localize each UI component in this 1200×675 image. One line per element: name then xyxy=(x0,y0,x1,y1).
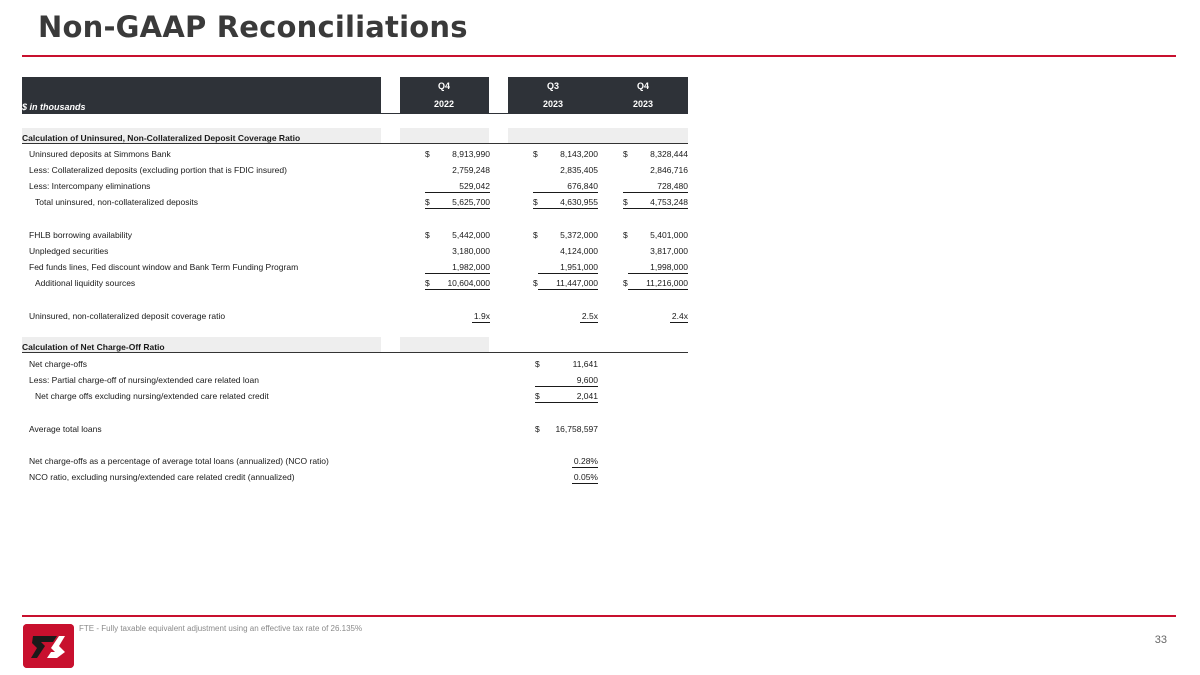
section1-value: 8,328,444 xyxy=(650,149,688,159)
section1-value: 11,216,000 xyxy=(646,278,688,288)
value-underline xyxy=(425,208,490,209)
col-quarter-3: Q4 xyxy=(636,81,649,91)
value-underline xyxy=(425,192,490,193)
value-underline xyxy=(580,322,598,323)
section2-value: 0.28% xyxy=(573,456,598,466)
value-underline xyxy=(425,289,490,290)
section1-row-label: Fed funds lines, Fed discount window and Bank Term Funding Program xyxy=(29,262,299,272)
section1-value: 676,840 xyxy=(567,181,598,191)
section2-shade-col1 xyxy=(400,337,489,352)
value-underline xyxy=(572,467,598,468)
company-logo xyxy=(23,624,74,668)
section2-value: 9,600 xyxy=(576,375,598,385)
section1-value: 8,143,200 xyxy=(560,149,598,159)
section1-row-label: Additional liquidity sources xyxy=(35,278,136,288)
section2-row-label: Net charge offs excluding nursing/extended care related credit xyxy=(35,391,269,401)
section1-value: 5,372,000 xyxy=(560,230,598,240)
section2-value: 2,041 xyxy=(576,391,598,401)
col-quarter-1: Q4 xyxy=(437,81,450,91)
section1-value: 1,982,000 xyxy=(452,262,490,272)
units-label: $ in thousands xyxy=(22,102,86,112)
section1-row-label: FHLB borrowing availability xyxy=(29,230,132,240)
title-divider xyxy=(22,55,1176,57)
dollar-sign: $ xyxy=(425,149,430,159)
section1-underline xyxy=(22,143,688,144)
section2-underline xyxy=(22,352,688,353)
section1-row-label: Uninsured, non-collateralized deposit coverage ratio xyxy=(29,311,226,321)
value-underline xyxy=(425,273,490,274)
section2-row-label: Less: Partial charge-off of nursing/extended care related loan xyxy=(29,375,259,385)
section1-value: 3,817,000 xyxy=(650,246,688,256)
section2-value: 11,641 xyxy=(572,359,598,369)
col-quarter-2: Q3 xyxy=(546,81,559,91)
section1-value: 5,625,700 xyxy=(452,197,490,207)
dollar-sign: $ xyxy=(533,278,538,288)
dollar-sign: $ xyxy=(533,149,538,159)
col-year-1: 2022 xyxy=(433,99,455,109)
value-underline xyxy=(533,192,598,193)
col-year-2: 2023 xyxy=(542,99,564,109)
section1-value: 1.9x xyxy=(473,311,490,321)
section2-row-label: NCO ratio, excluding nursing/extended care related credit (annualized) xyxy=(29,472,295,482)
value-underline xyxy=(670,322,688,323)
section1-value: 8,913,990 xyxy=(452,149,490,159)
dollar-sign: $ xyxy=(535,424,540,434)
value-underline xyxy=(538,273,598,274)
section1-value: 2.4x xyxy=(671,311,688,321)
section1-value: 5,442,000 xyxy=(452,230,490,240)
value-underline xyxy=(623,208,688,209)
dollar-sign: $ xyxy=(623,149,628,159)
page-number: 33 xyxy=(1154,634,1167,646)
section1-row-label: Uninsured deposits at Simmons Bank xyxy=(29,149,171,159)
section1-value: 2.5x xyxy=(581,311,598,321)
value-underline xyxy=(472,322,490,323)
section1-value: 3,180,000 xyxy=(452,246,490,256)
dollar-sign: $ xyxy=(425,230,430,240)
section1-value: 728,480 xyxy=(657,181,688,191)
section1-row-label: Total uninsured, non-collateralized deposits xyxy=(35,197,199,207)
section1-value: 10,604,000 xyxy=(447,278,490,288)
section2-row-label: Net charge-offs xyxy=(29,359,87,369)
value-underline xyxy=(535,386,598,387)
page-title: Non-GAAP Reconciliations xyxy=(38,10,468,44)
value-underline xyxy=(535,402,598,403)
value-underline xyxy=(533,208,598,209)
section1-value: 2,835,405 xyxy=(560,165,598,175)
section1-shade-col23 xyxy=(508,128,688,143)
simmons-logo-icon xyxy=(23,624,74,668)
section2-value: 0.05% xyxy=(573,472,598,482)
section1-value: 4,630,955 xyxy=(560,197,598,207)
section1-value: 4,124,000 xyxy=(560,246,598,256)
section1-value: 2,846,716 xyxy=(650,165,688,175)
col-year-3: 2023 xyxy=(632,99,654,109)
section1-value: 5,401,000 xyxy=(650,230,688,240)
section2-row-label: Average total loans xyxy=(29,424,102,434)
value-underline xyxy=(538,289,598,290)
value-underline xyxy=(628,273,688,274)
section1-row-label: Less: Collateralized deposits (excluding portion that is FDIC insured) xyxy=(29,165,287,175)
section2-title: Calculation of Net Charge-Off Ratio xyxy=(22,342,165,352)
section1-value: 4,753,248 xyxy=(650,197,688,207)
dollar-sign: $ xyxy=(535,359,540,369)
dollar-sign: $ xyxy=(533,230,538,240)
section1-value: 2,759,248 xyxy=(452,165,490,175)
value-underline xyxy=(572,483,598,484)
dollar-sign: $ xyxy=(533,197,538,207)
header-underline xyxy=(22,113,688,114)
dollar-sign: $ xyxy=(425,197,430,207)
dollar-sign: $ xyxy=(623,197,628,207)
dollar-sign: $ xyxy=(535,391,540,401)
footnote: FTE - Fully taxable equivalent adjustment using an effective tax rate of 26.135% xyxy=(79,624,363,633)
section1-title: Calculation of Uninsured, Non-Collateralized Deposit Coverage Ratio xyxy=(22,133,301,143)
section1-row-label: Less: Intercompany eliminations xyxy=(29,181,151,191)
section1-shade-col1 xyxy=(400,128,489,143)
section1-value: 11,447,000 xyxy=(556,278,598,288)
section1-row-label: Unpledged securities xyxy=(29,246,109,256)
dollar-sign: $ xyxy=(623,230,628,240)
dollar-sign: $ xyxy=(623,278,628,288)
section2-value: 16,758,597 xyxy=(555,424,598,434)
footer-divider xyxy=(22,615,1176,617)
section1-value: 1,951,000 xyxy=(560,262,598,272)
section1-value: 529,042 xyxy=(459,181,490,191)
dollar-sign: $ xyxy=(425,278,430,288)
section1-value: 1,998,000 xyxy=(650,262,688,272)
value-underline xyxy=(628,289,688,290)
section2-row-label: Net charge-offs as a percentage of average total loans (annualized) (NCO ratio) xyxy=(29,456,329,466)
value-underline xyxy=(623,192,688,193)
